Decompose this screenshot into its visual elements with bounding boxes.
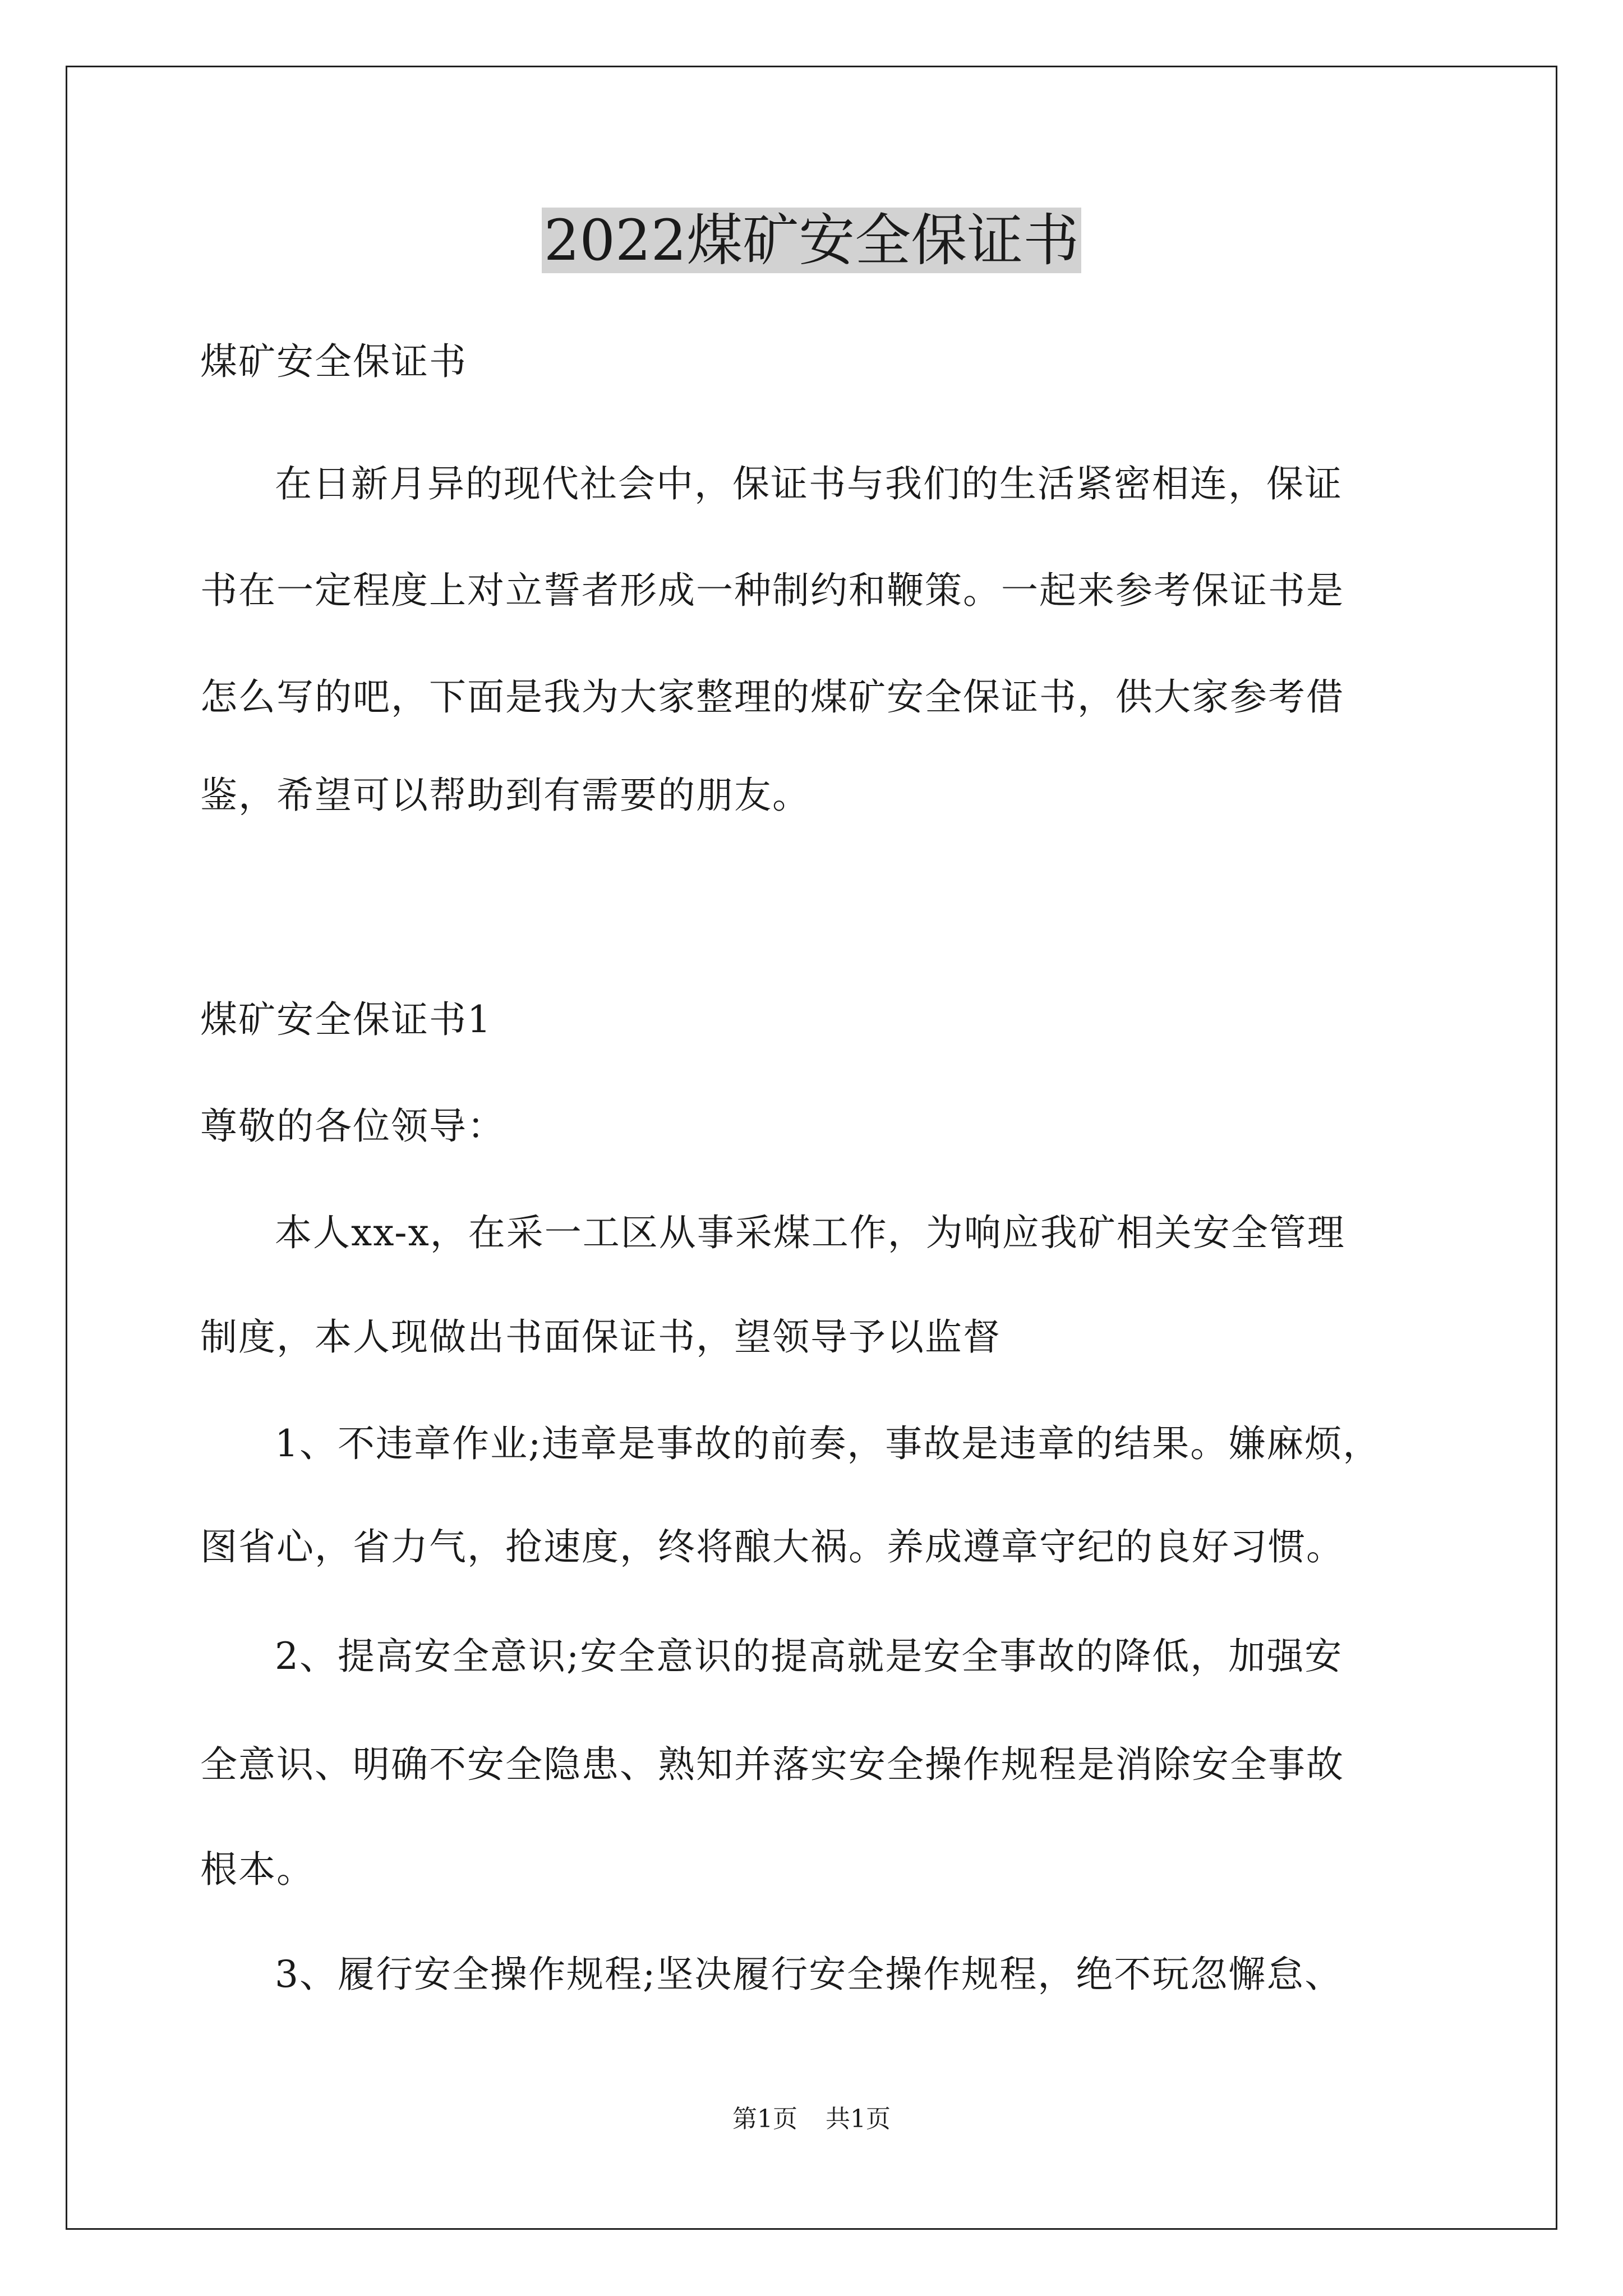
list-item-line: 根本。 bbox=[200, 1848, 315, 1891]
list-item-line: 全意识、明确不安全隐患、熟知并落实安全操作规程是消除安全事故 bbox=[200, 1743, 1344, 1786]
list-item-line: 3、履行安全操作规程;坚决履行安全操作规程，绝不玩忽懈怠、 bbox=[275, 1953, 1343, 1996]
intro-paragraph-line: 怎么写的吧，下面是我为大家整理的煤矿安全保证书，供大家参考借 bbox=[200, 675, 1344, 719]
intro-paragraph-line: 在日新月异的现代社会中，保证书与我们的生活紧密相连，保证 bbox=[275, 462, 1343, 505]
list-item-line: 图省心，省力气，抢速度，终将酿大祸。养成遵章守纪的良好习惯。 bbox=[200, 1525, 1344, 1568]
page-number: 第1页 bbox=[732, 2105, 797, 2133]
body-paragraph-line: 制度，本人现做出书面保证书，望领导予以监督 bbox=[200, 1315, 1001, 1359]
list-item-line: 2、提高安全意识;安全意识的提高就是安全事故的降低，加强安 bbox=[275, 1635, 1343, 1678]
intro-paragraph-line: 鉴，希望可以帮助到有需要的朋友。 bbox=[200, 774, 810, 817]
intro-paragraph-line: 书在一定程度上对立誓者形成一种制约和鞭策。一起来参考保证书是 bbox=[200, 569, 1344, 612]
salutation: 尊敬的各位领导： bbox=[200, 1105, 505, 1148]
section-heading: 煤矿安全保证书1 bbox=[200, 998, 492, 1041]
page-total: 共1页 bbox=[826, 2105, 891, 2133]
subtitle-heading: 煤矿安全保证书 bbox=[200, 340, 467, 383]
document-title bbox=[0, 204, 1623, 277]
body-paragraph-line: 本人xx-x，在采一工区从事采煤工作，为响应我矿相关安全管理 bbox=[275, 1211, 1345, 1254]
document-title-text: 2022煤矿安全保证书 bbox=[542, 208, 1082, 273]
list-item-line: 1、不违章作业;违章是事故的前奏，事故是违章的结果。嫌麻烦， bbox=[275, 1422, 1381, 1465]
page-footer bbox=[0, 2102, 1623, 2136]
